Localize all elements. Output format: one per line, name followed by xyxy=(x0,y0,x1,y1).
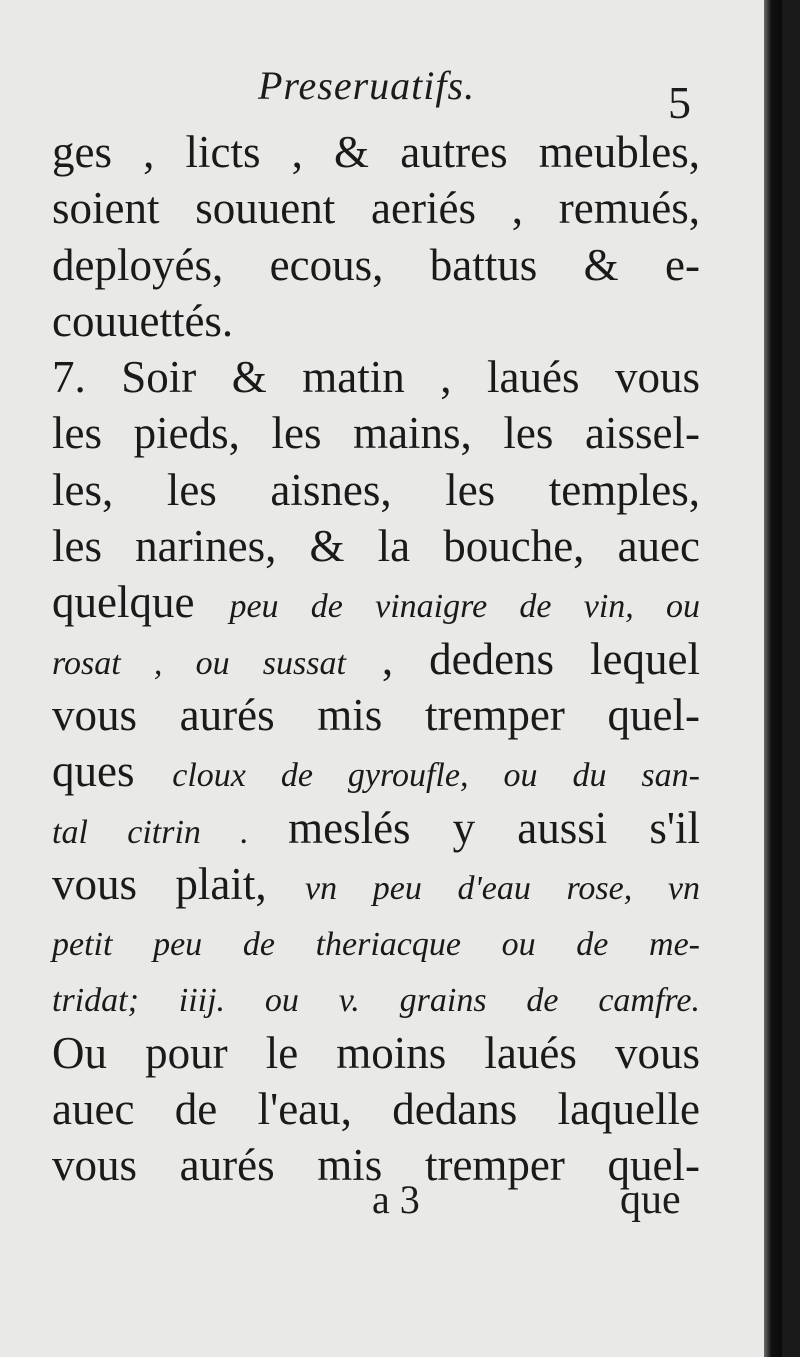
signature-mark: a 3 xyxy=(372,1177,420,1222)
roman-segment: les pieds, les mains, les aissel- xyxy=(52,408,700,459)
italic-segment: cloux de gyroufle, ou du san- xyxy=(172,757,700,795)
text-line xyxy=(52,518,702,574)
text-line-content xyxy=(52,518,700,574)
text-line xyxy=(52,180,702,236)
text-line xyxy=(52,1025,702,1081)
text-line xyxy=(52,856,702,912)
text-line xyxy=(52,462,702,518)
text-line xyxy=(52,687,702,743)
body-text xyxy=(52,124,702,1194)
text-line-content xyxy=(52,631,700,692)
text-line-content xyxy=(52,968,700,1029)
catchword: que xyxy=(620,1177,681,1223)
roman-segment: deployés, ecous, battus & e- xyxy=(52,239,700,290)
italic-segment: vn peu d'eau rose, vn xyxy=(305,869,700,907)
text-line-content xyxy=(52,800,700,861)
text-line-content xyxy=(52,687,700,743)
text-line xyxy=(52,293,702,349)
text-line xyxy=(52,405,702,461)
italic-segment: petit peu de theriacque ou de me- xyxy=(52,926,700,964)
text-line-content xyxy=(52,912,700,973)
roman-segment: couuettés. xyxy=(52,295,234,346)
text-line-content xyxy=(52,574,700,635)
roman-segment: les narines, & la bouche, auec xyxy=(52,521,700,572)
text-line-content xyxy=(52,856,700,917)
text-line-content xyxy=(52,237,700,293)
text-line-content xyxy=(52,296,233,346)
text-line xyxy=(52,743,702,799)
text-line xyxy=(52,968,702,1024)
roman-segment: quelque xyxy=(52,577,230,628)
roman-segment: vous aurés mis tremper quel- xyxy=(52,689,700,740)
roman-segment: meslés y aussi s'il xyxy=(288,802,700,853)
roman-segment: les, les aisnes, les temples, xyxy=(52,464,700,515)
text-line xyxy=(52,631,702,687)
italic-segment: tridat; iiij. ou v. grains de camfre. xyxy=(52,982,700,1020)
roman-segment: vous plait, xyxy=(52,858,306,909)
text-line xyxy=(52,574,702,630)
roman-segment: soient souuent aeriés , remués, xyxy=(52,183,700,234)
roman-segment: , dedens lequel xyxy=(345,633,700,684)
text-line-content xyxy=(52,743,700,804)
roman-segment: Ou pour le moins laués vous xyxy=(52,1027,700,1078)
text-line-content xyxy=(52,1025,700,1081)
page-header xyxy=(0,62,782,128)
roman-segment: ques xyxy=(52,746,173,797)
running-head: Preseruatifs. xyxy=(258,63,476,108)
roman-segment: ges , licts , & autres meubles, xyxy=(52,127,700,177)
page-footer xyxy=(0,1176,782,1236)
roman-segment: auec de l'eau, dedans laquelle xyxy=(52,1084,700,1135)
text-line-content xyxy=(52,462,700,518)
text-line xyxy=(52,349,702,405)
text-line-content xyxy=(52,180,700,236)
text-line xyxy=(52,1081,702,1137)
page-edge xyxy=(764,0,782,1357)
page-number: 5 xyxy=(668,77,691,128)
text-line-content xyxy=(52,405,700,461)
text-line-content xyxy=(52,1081,700,1137)
text-line xyxy=(52,237,702,293)
italic-segment: peu de vinaigre de vin, ou xyxy=(229,588,701,626)
text-line xyxy=(52,124,702,180)
italic-segment: tal citrin . xyxy=(52,813,289,851)
text-line xyxy=(52,912,702,968)
roman-segment: 7. Soir & matin , laués vous xyxy=(52,352,700,403)
text-line-content xyxy=(52,124,700,180)
text-line-content xyxy=(52,349,700,405)
text-line xyxy=(52,800,702,856)
roman-segment: vous aurés mis tremper quel- xyxy=(52,1140,700,1191)
italic-segment: rosat , ou sussat xyxy=(52,644,346,682)
